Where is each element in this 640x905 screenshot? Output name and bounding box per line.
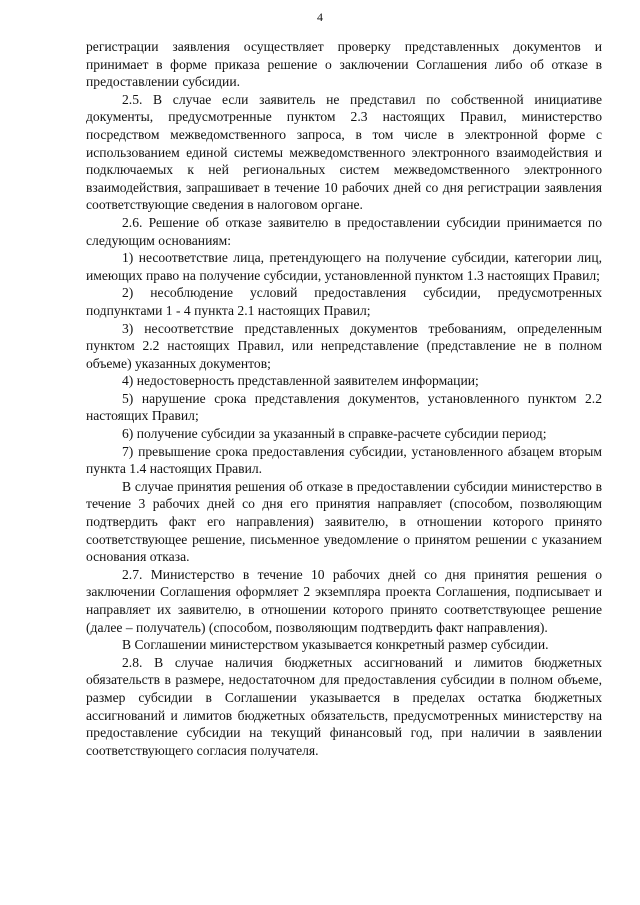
list-item-2: 2) несоблюдение условий предоставления субсидии, предусмотренных подпунктами 1 - 4 пункта 2.1 настоящих Правил; bbox=[86, 285, 602, 318]
list-item-3: 3) несоответствие представленных документов требованиям, определенным пунктом 2.2 настоящих Правил, или непредставление (представление не в полном объеме) указанных документов; bbox=[86, 320, 602, 371]
list-item-5: 5) нарушение срока представления документов, установленного пунктом 2.2 настоящих Правил; bbox=[86, 390, 602, 424]
paragraph-2-8: 2.8. В случае наличия бюджетных ассигнований и лимитов бюджетных обязательств в размере, недостаточном для предоставления субсидии в полном объеме, размер субсидии в Соглашении указывается в пределах остатка бюджетных ассигнований и лимитов бюджетных обязательств, предусмотренных министерству на предоставление субсидии на текущий финансовый год, при наличии в заявлении соответствующего согласия получателя. bbox=[86, 654, 602, 758]
page-number: 4 bbox=[317, 10, 323, 24]
document-body bbox=[86, 38, 602, 759]
paragraph-2-5: 2.5. В случае если заявитель не представил по собственной инициативе документы, предусмотренные пунктом 2.3 настоящих Правил, министерство посредством межведомственного запроса, в том числе в электронной форме с использованием единой системы межведомственного электронного взаимодействия и подключаемых к ней региональных систем межведомственного электронного взаимодействия, запрашивает в течение 10 рабочих дней со дня регистрации заявления соответствующие сведения в налоговом органе. bbox=[86, 91, 602, 213]
list-item-4: 4) недостоверность представленной заявителем информации; bbox=[122, 373, 479, 389]
paragraph-continuation: регистрации заявления осуществляет проверку представленных документов и принимает в форме приказа решение о заключении Соглашения либо об отказе в предоставлении субсидии. bbox=[86, 39, 602, 90]
paragraph-2-7: 2.7. Министерство в течение 10 рабочих дней со дня принятия решения о заключении Соглашения оформляет 2 экземпляра проекта Соглашения, подписывает и направляет их заявителю, в отношении которого принято соответствующее решение (далее – получатель) (способом, позволяющим подтвердить факт направления). bbox=[86, 566, 602, 635]
paragraph-2-6: 2.6. Решение об отказе заявителю в предоставлении субсидии принимается по следующим основаниям: bbox=[86, 214, 602, 248]
list-item-6: 6) получение субсидии за указанный в справке-расчете субсидии период; bbox=[122, 426, 547, 442]
list-item-7: 7) превышение срока предоставления субсидии, установленного абзацем вторым пункта 1.4 настоящих Правил. bbox=[86, 443, 602, 477]
list-item-1: 1) несоответствие лица, претендующего на получение субсидии, категории лиц, имеющих право на получение субсидии, установленной пунктом 1.3 настоящих Правил; bbox=[86, 250, 602, 283]
paragraph-refusal-notice: В случае принятия решения об отказе в предоставлении субсидии министерство в течение 3 рабочих дней со дня его принятия направляет (способом, позволяющим подтвердить факт его направления) заявителю, в отношении которого принято соответствующее решение, письменное уведомление о принятом решении с указанием основания отказа. bbox=[86, 478, 602, 565]
paragraph-subsidy-amount: В Соглашении министерством указывается конкретный размер субсидии. bbox=[122, 637, 549, 653]
